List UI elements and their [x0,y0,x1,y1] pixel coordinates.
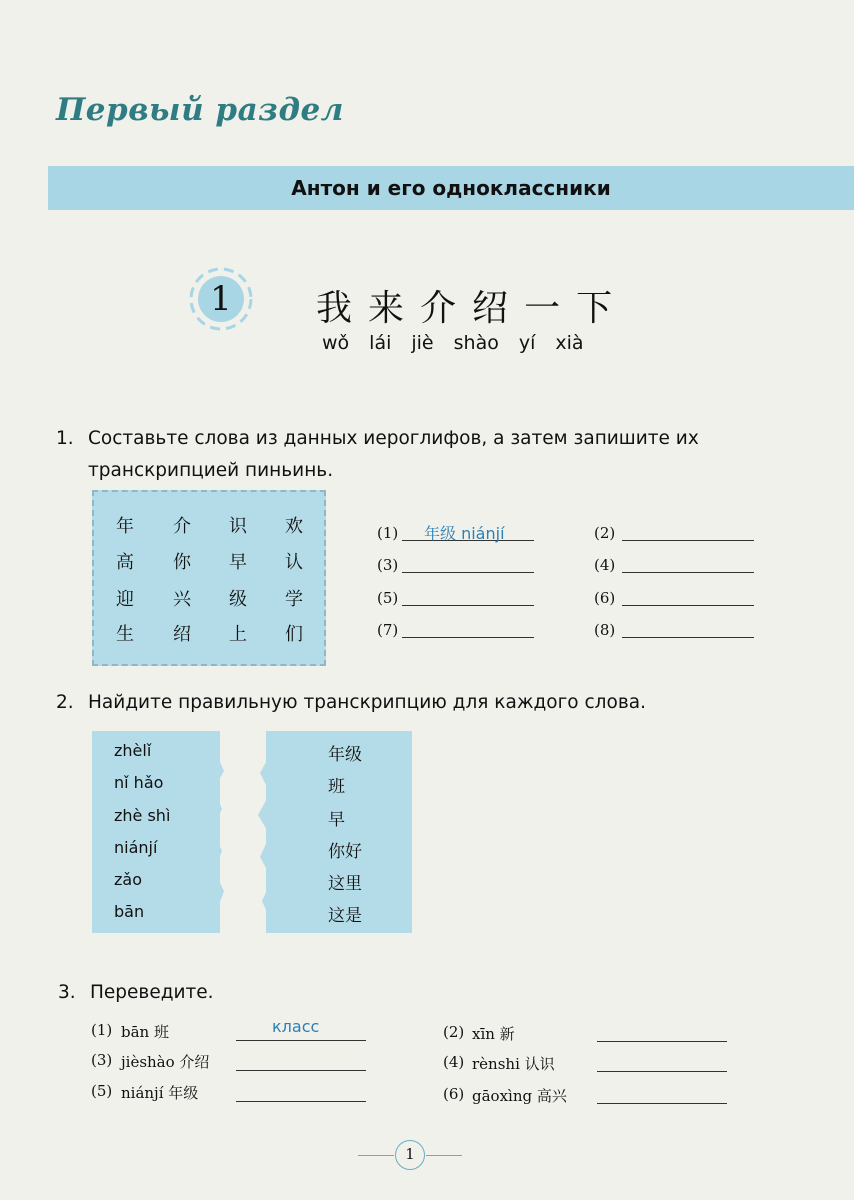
grid-char: 生 [116,624,134,645]
translate-word-5: niánjí 年级 [121,1084,199,1102]
answer-line-2[interactable] [622,540,754,541]
section-title: Первый раздел [56,92,344,128]
pinyin-item: bān [114,902,145,921]
lesson-title-pinyin [322,332,584,354]
answer-line-3[interactable] [402,572,534,573]
translate-num-6: (6) [443,1085,465,1103]
hanzi-item: 早 [328,810,345,830]
grid-char: 介 [173,516,191,537]
translate-line-5[interactable] [236,1101,366,1102]
answer-line-4[interactable] [622,572,754,573]
hanzi-item: 年级 [328,745,362,765]
hanzi-item: 这里 [328,874,362,894]
answer-1-filled: 年级 niánjí [424,524,505,543]
translate-num-3: (3) [91,1051,113,1069]
answer-label-7: (7) [377,621,399,639]
answer-label-5: (5) [377,589,399,607]
pinyin-item: niánjí [114,838,158,857]
grid-char: 认 [285,552,303,573]
translate-line-2[interactable] [597,1041,727,1042]
task1-text-line2: транскрипцией пиньинь. [88,460,334,481]
lesson-char: 介 [420,288,457,329]
translate-word-1: bān 班 [121,1023,169,1041]
hanzi-item: 这是 [328,906,362,926]
grid-char: 上 [229,624,247,645]
task1-text-line1: Составьте слова из данных иероглифов, а затем запишите их [88,428,699,449]
lesson-pinyin: yí [518,332,536,354]
hanzi-item: 你好 [328,842,362,862]
lesson-title: Антон и его одноклассники [291,176,611,200]
task1-number: 1. [56,428,74,449]
translate-num-5: (5) [91,1082,113,1100]
lesson-pinyin: xià [555,332,584,354]
answer-label-3: (3) [377,556,399,574]
grid-char: 兴 [173,589,191,610]
hanzi-item: 班 [328,777,345,797]
translate-word-6: gāoxìng 高兴 [472,1087,567,1105]
translate-line-3[interactable] [236,1070,366,1071]
answer-label-8: (8) [594,621,616,639]
pinyin-item: nǐ hǎo [114,773,164,792]
lesson-char: 绍 [472,288,509,329]
translate-word-3: jièshào 介绍 [121,1053,210,1071]
translate-num-1: (1) [91,1021,113,1039]
grid-char: 级 [229,589,247,610]
lesson-pinyin: lái [369,332,392,354]
answer-label-2: (2) [594,524,616,542]
task2-text: Найдите правильную транскрипцию для каждого слова. [88,692,646,713]
translate-line-1[interactable] [236,1040,366,1041]
page-number-rule-left [358,1155,394,1156]
lesson-pinyin: shào [453,332,499,354]
translate-line-4[interactable] [597,1071,727,1072]
page-number-rule-right [426,1155,462,1156]
translate-word-4: rènshi 认识 [472,1055,555,1073]
answer-line-6[interactable] [622,605,754,606]
grid-char: 绍 [173,624,191,645]
grid-char: 学 [285,589,303,610]
translate-line-6[interactable] [597,1103,727,1104]
lesson-pinyin: wǒ [322,332,350,354]
answer-line-8[interactable] [622,637,754,638]
grid-char: 欢 [285,516,303,537]
task2-number: 2. [56,692,74,713]
grid-char: 识 [229,516,247,537]
pinyin-item: zǎo [114,870,142,889]
character-grid [92,490,326,666]
pinyin-item: zhè shì [114,806,171,825]
answer-label-6: (6) [594,589,616,607]
lesson-char: 一 [524,288,561,329]
grid-char: 迎 [116,589,134,610]
torn-edge [200,731,280,933]
grid-char: 们 [285,624,303,645]
answer-line-7[interactable] [402,637,534,638]
task3-number: 3. [58,982,76,1003]
answer-label-4: (4) [594,556,616,574]
task3-text: Переведите. [90,982,214,1003]
answer-label-1: (1) [377,524,399,542]
answer-line-5[interactable] [402,605,534,606]
grid-char: 年 [116,516,134,537]
lesson-char: 来 [368,288,405,329]
translate-word-2: xīn 新 [472,1025,515,1043]
lesson-number: 1 [210,279,232,319]
grid-char: 你 [173,552,191,573]
grid-char: 高 [116,552,134,573]
lesson-title-bar [48,166,854,210]
lesson-char: 下 [576,288,613,329]
pinyin-item: zhèlǐ [114,741,152,760]
lesson-char: 我 [316,288,353,329]
lesson-pinyin: jiè [411,332,434,354]
page-number: 1 [395,1140,425,1170]
translate-num-4: (4) [443,1053,465,1071]
grid-char: 早 [229,552,247,573]
lesson-title-chars [316,280,612,331]
translate-1-filled: класс [272,1017,320,1036]
translate-num-2: (2) [443,1023,465,1041]
